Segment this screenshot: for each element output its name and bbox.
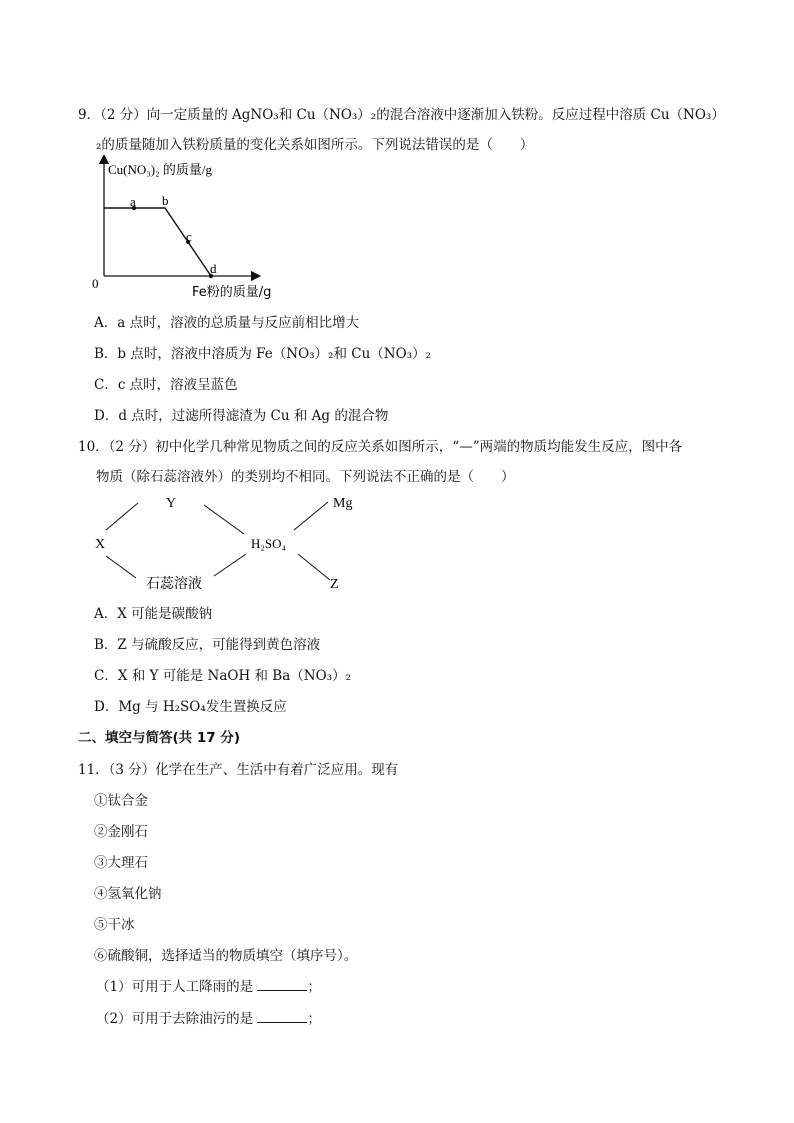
q11-item-1: ①钛合金 [94, 793, 148, 809]
q9-option-c: C．c 点时，溶液呈蓝色 [94, 377, 238, 393]
point-c-label: c [186, 229, 192, 244]
q11-sub1-blank[interactable] [257, 977, 307, 991]
point-d-label: d [210, 261, 217, 276]
edge-x-litmus [106, 556, 136, 578]
q9-option-b: B．b 点时，溶液中溶质为 Fe（NO₃）₂和 Cu（NO₃）₂ [94, 346, 431, 362]
q11-sub2-semicolon: ； [307, 1011, 321, 1027]
q10-option-c: C．X 和 Y 可能是 NaOH 和 Ba（NO₃）₂ [94, 668, 351, 684]
q11-sub2 [96, 1007, 321, 1027]
edge-y-h2so4 [204, 505, 244, 534]
q10-option-d: D．Mg 与 H₂SO₄发生置换反应 [94, 699, 287, 715]
q11-stem: 11．（3 分）化学在生产、生活中有着广泛应用。现有 [78, 762, 399, 778]
y-axis-label: Cu(NO₃)₂ 的质量/g [108, 162, 213, 177]
q11-sub2-text: （2）可用于去除油污的是 [96, 1011, 254, 1027]
node-x: X [95, 537, 106, 552]
q9-stem-line2: ₂的质量随加入铁粉质量的变化关系如图所示。下列说法错误的是（ ） [96, 137, 534, 153]
node-mg: Mg [333, 496, 353, 511]
node-litmus: 石蕊溶液 [146, 576, 202, 592]
q9-option-d: D．d 点时，过滤所得滤渣为 Cu 和 Ag 的混合物 [94, 408, 389, 424]
node-h2so4: H₂SO₄ [251, 536, 287, 551]
node-y: Y [166, 496, 177, 511]
mass-curve [104, 208, 211, 276]
origin-label: 0 [92, 276, 99, 291]
section-heading: 二、填空与简答(共 17 分) [78, 730, 241, 746]
q11-item-4: ④氢氧化钠 [94, 886, 162, 902]
x-axis-label: Fe粉的质量/g [192, 285, 272, 300]
q11-item-2: ②金刚石 [94, 824, 148, 840]
node-z: Z [330, 577, 339, 592]
q11-sub1 [96, 975, 321, 995]
q11-sub1-text: （1）可用于人工降雨的是 [96, 979, 254, 995]
q11-item-6: ⑥硫酸铜，选择适当的物质填空（填序号）。 [94, 948, 358, 964]
q9-stem-line1: 9．（2 分）向一定质量的 AgNO₃和 Cu（NO₃）₂的混合溶液中逐渐加入铁粉。反应过程中溶质 Cu（NO₃） [78, 107, 725, 123]
point-a-label: a [130, 194, 136, 209]
q10-option-a: A．X 可能是碳酸钠 [94, 606, 213, 622]
edge-h2so4-mg [294, 502, 328, 530]
q10-option-b: B．Z 与硫酸反应，可能得到黄色溶液 [94, 637, 321, 653]
q11-item-5: ⑤干冰 [94, 917, 135, 933]
q10-stem-line1: 10．（2 分）初中化学几种常见物质之间的反应关系如图所示，“—”两端的物质均能发生反应，图中各 [78, 439, 683, 455]
q10-stem-line2: 物质（除石蕊溶液外）的类别均不相同。下列说法不正确的是（ ） [96, 469, 515, 485]
point-b-label: b [162, 193, 169, 208]
q11-item-3: ③大理石 [94, 855, 148, 871]
q9-line-graph [88, 155, 278, 303]
edge-litmus-h2so4 [214, 554, 246, 576]
edge-x-y [106, 503, 138, 530]
q11-sub1-semicolon: ； [307, 979, 321, 995]
q9-option-a: A．a 点时，溶液的总质量与反应前相比增大 [94, 315, 360, 331]
edge-h2so4-z [298, 554, 330, 580]
q10-relation-diagram [88, 488, 368, 598]
q11-sub2-blank[interactable] [257, 1009, 307, 1023]
